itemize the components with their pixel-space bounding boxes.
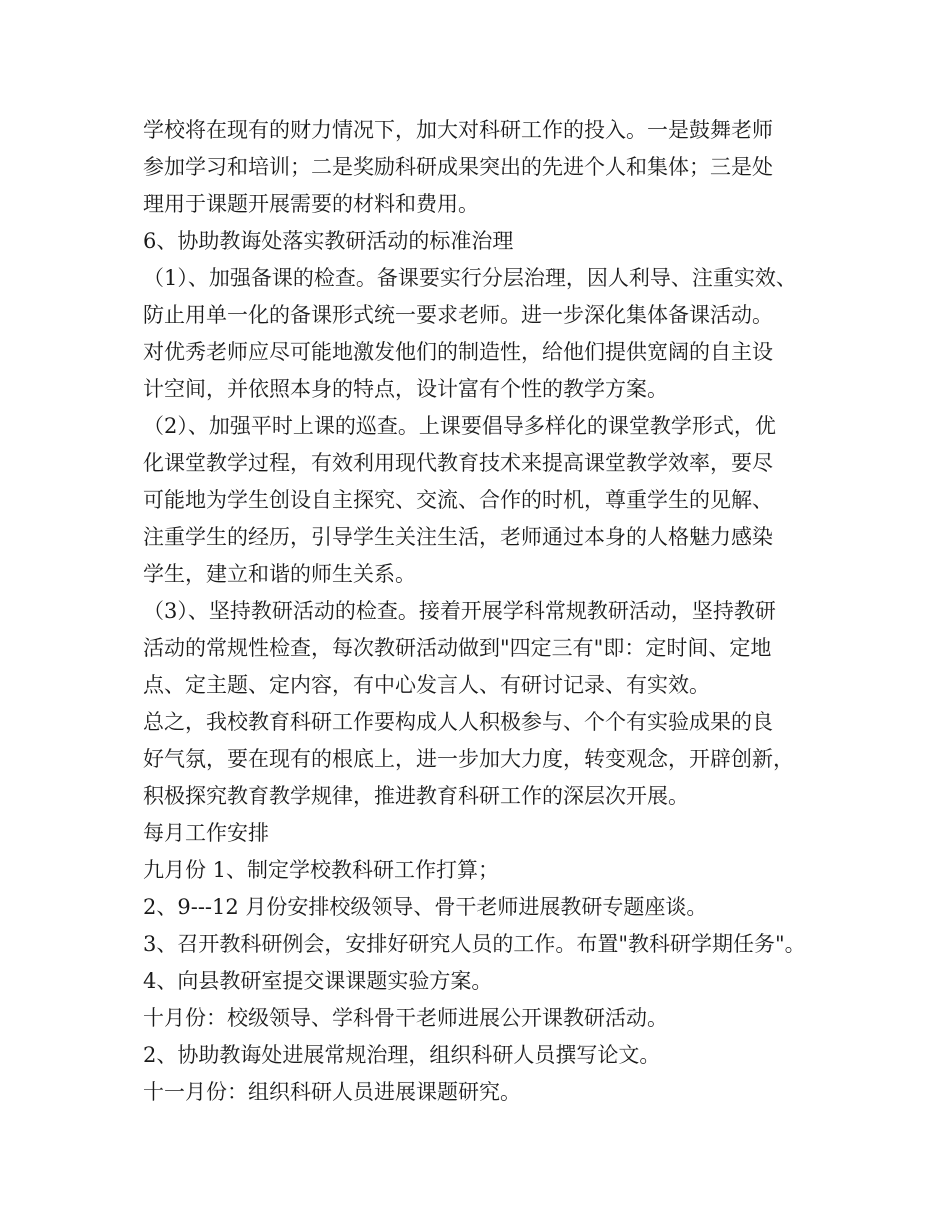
list-item-october-2: 2、协助教诲处进展常规治理，组织科研人员撰写论文。 [143,1043,661,1067]
text-line-11: 可能地为学生创设自主探究、交流、合作的时机，尊重学生的见解、 [143,488,773,512]
text-line-2: 参加学习和培训；二是奖励科研成果突出的先进个人和集体；三是处 [143,155,773,179]
text-line-12: 注重学生的经历，引导学生关注生活，老师通过本身的人格魅力感染 [143,525,773,549]
text-line-17: 总之，我校教育科研工作要构成人人积极参与、个个有实验成果的良 [143,710,773,734]
text-line-19: 积极探究教育教学规律，推进教育科研工作的深层次开展。 [143,784,689,808]
text-line-5: （1）、加强备课的检查。备课要实行分层治理，因人利导、注重实效、 [143,266,797,290]
text-line-9: （2）、加强平时上课的巡查。上课要倡导多样化的课堂教学形式，优 [143,414,776,438]
text-line-18: 好气氛，要在现有的根底上，进一步加大力度，转变观念，开辟创新， [143,747,794,771]
list-item-september: 九月份 1、制定学校教科研工作打算； [143,858,500,882]
text-line-10: 化课堂教学过程，有效利用现代教育技术来提高课堂教学效率，要尽 [143,451,773,475]
list-item-october: 十月份：校级领导、学科骨干老师进展公开课教研活动。 [143,1006,668,1030]
section-heading-monthly: 每月工作安排 [143,821,269,845]
text-line-16: 点、定主题、定内容，有中心发言人、有研讨记录、有实效。 [143,673,710,697]
list-item-4: 4、向县教研室提交课课题实验方案。 [143,969,493,993]
text-line-7: 对优秀老师应尽可能地激发他们的制造性，给他们提供宽阔的自主设 [143,340,773,364]
list-item-november: 十一月份：组织科研人员进展课题研究。 [143,1080,521,1104]
list-item-3: 3、召开教科研例会，安排好研究人员的工作。布置"教科研学期任务"。 [143,932,806,956]
text-line-3: 理用于课题开展需要的材料和费用。 [143,192,479,216]
text-line-8: 计空间，并依照本身的特点，设计富有个性的教学方案。 [143,377,668,401]
section-heading-6: 6、协助教诲处落实教研活动的标准治理 [143,229,514,253]
text-line-14: （3）、坚持教研活动的检查。接着开展学科常规教研活动，坚持教研 [143,599,776,623]
text-line-6: 防止用单一化的备课形式统一要求老师。进一步深化集体备课活动。 [143,303,773,327]
text-line-13: 学生，建立和谐的师生关系。 [143,562,416,586]
text-line-1: 学校将在现有的财力情况下，加大对科研工作的投入。一是鼓舞老师 [143,118,773,142]
text-line-15: 活动的常规性检查，每次教研活动做到"四定三有"即：定时间、定地 [143,636,772,660]
list-item-2: 2、9---12 月份安排校级领导、骨干老师进展教研专题座谈。 [143,895,708,919]
